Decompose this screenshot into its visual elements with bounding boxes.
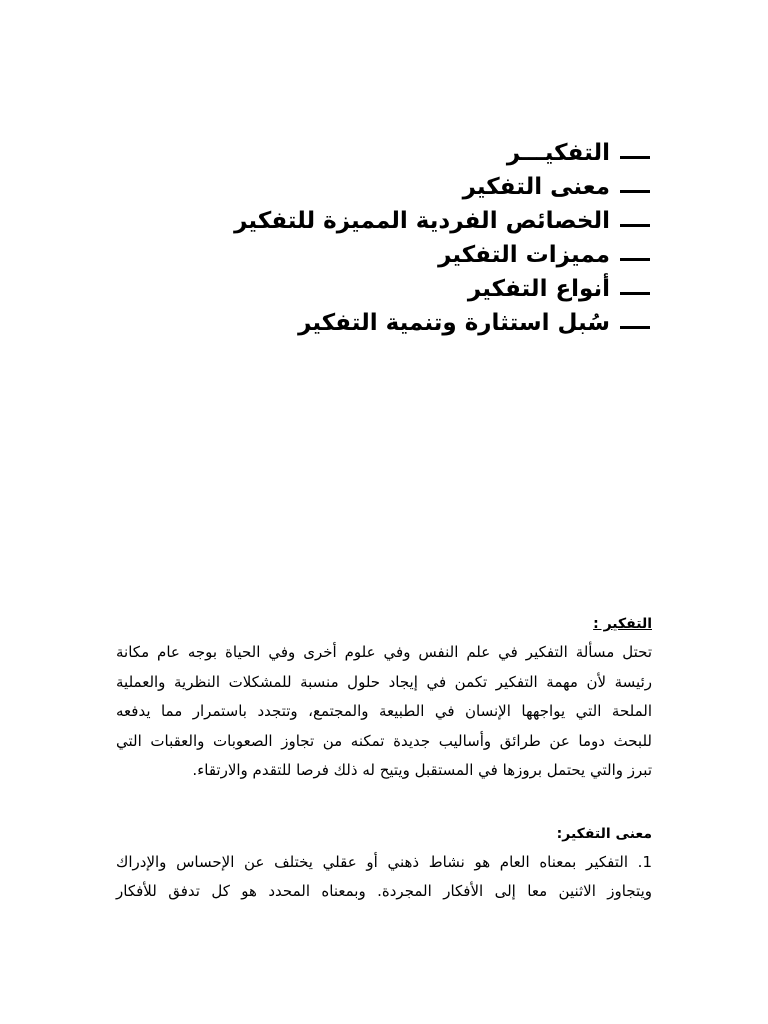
- spacer: [116, 786, 652, 820]
- toc-item-label: سُبل استثارة وتنمية التفكير: [298, 310, 610, 336]
- toc-item-label: معنى التفكير: [462, 174, 610, 200]
- toc-item: [110, 306, 650, 340]
- toc-item-label: أنواع التفكير: [467, 276, 610, 302]
- paragraph-line: الملحة التي يواجهها الإنسان في الطبيعة والمجتمع، وتتجدد باستمرار مما يدفعه: [116, 702, 652, 720]
- paragraph-line: 1. التفكير بمعناه العام هو نشاط ذهني أو عقلي يختلف عن الإحساس والإدراك: [116, 852, 652, 871]
- paragraph-meaning: [116, 848, 652, 907]
- paragraph-line: تبرز والتي يحتمل بروزها في المستقبل ويتيح له ذلك فرصا للتقدم والارتقاء.: [192, 761, 652, 779]
- dash-bullet: [620, 156, 650, 159]
- paragraph-line: تحتل مسألة التفكير في علم النفس وفي علوم أخرى وفي الحياة بوجه عام مكانة: [116, 643, 652, 661]
- toc-item: [110, 272, 650, 306]
- dash-bullet: [620, 190, 650, 193]
- section-heading-thinking: التفكير :: [593, 616, 652, 632]
- paragraph-line: للبحث دوما عن طرائق وأساليب جديدة تمكنه من تجاوز الصعوبات والعقبات التي: [116, 731, 652, 750]
- toc-item-label: مميزات التفكير: [438, 242, 610, 268]
- dash-bullet: [620, 326, 650, 329]
- toc-item: [110, 136, 650, 170]
- toc-item: [110, 170, 650, 204]
- toc-item-label: الخصائص الفردية المميزة للتفكير: [234, 208, 610, 234]
- paragraph-line: ويتجاوز الاثنين معا إلى الأفكار المجردة. وبمعناه المحدد هو كل تدفق للأفكار: [116, 882, 652, 900]
- table-of-contents: [110, 136, 650, 340]
- toc-item: [110, 204, 650, 238]
- dash-bullet: [620, 292, 650, 295]
- paragraph-thinking: [116, 638, 652, 786]
- section-heading-meaning: معنى التفكير:: [556, 825, 652, 842]
- paragraph-line: رئيسة لأن مهمة التفكير تكمن في إيجاد حلول منسبة للمشكلات النظرية والعملية: [116, 672, 652, 691]
- dash-bullet: [620, 258, 650, 261]
- dash-bullet: [620, 224, 650, 227]
- toc-item-label: التفكيـــر: [506, 140, 610, 166]
- document-body: [116, 610, 652, 907]
- toc-item: [110, 238, 650, 272]
